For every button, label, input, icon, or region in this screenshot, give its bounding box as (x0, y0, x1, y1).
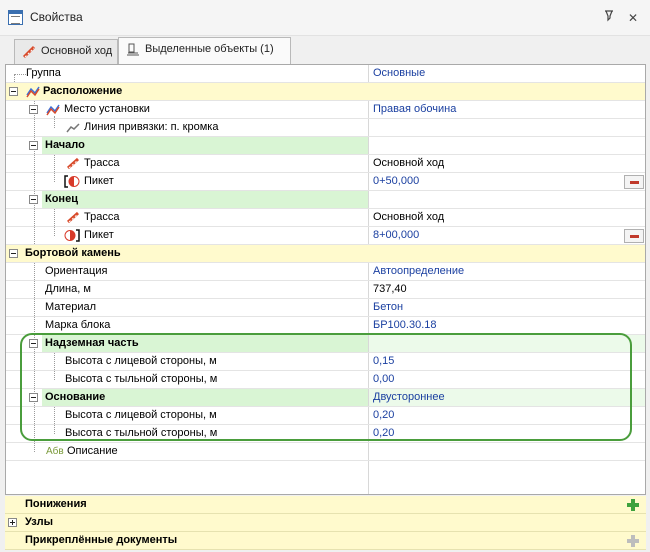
collapse-icon[interactable] (9, 87, 18, 96)
placement-icon (26, 85, 40, 98)
tab-selected-objects[interactable] (118, 37, 291, 65)
properties-window-icon (8, 10, 23, 25)
install-place-icon (46, 103, 60, 116)
collapse-icon[interactable] (29, 105, 38, 114)
property-value[interactable]: 0,00 (368, 371, 646, 388)
property-value (368, 191, 646, 208)
property-value[interactable]: Автоопределение (368, 263, 646, 280)
group-label: Конец (45, 193, 78, 205)
expand-icon[interactable] (8, 518, 17, 527)
group-start[interactable] (6, 137, 646, 155)
group-header-bg (42, 137, 368, 154)
group-label: Надземная часть (45, 337, 139, 349)
property-value[interactable] (368, 443, 646, 460)
collapse-icon[interactable] (9, 249, 18, 258)
property-value[interactable]: Правая обочина (368, 101, 646, 118)
property-value[interactable]: 0,20 (368, 425, 646, 442)
property-value[interactable]: 0,20 (368, 407, 646, 424)
property-label: Линия привязки: п. кромка (84, 121, 219, 133)
property-value[interactable]: 0,15 (368, 353, 646, 370)
property-value[interactable]: 8+00,000 (368, 227, 646, 244)
property-row-end-picket[interactable] (6, 227, 646, 245)
property-value[interactable]: Основной ход (368, 209, 646, 226)
property-row-description[interactable] (6, 443, 646, 461)
route-icon (66, 157, 80, 170)
section-attached-docs[interactable] (5, 532, 646, 550)
property-label: Трасса (84, 157, 120, 169)
property-label: Длина, м (45, 283, 91, 295)
category-label: Бортовой камень (25, 247, 121, 259)
section-label: Прикреплённые документы (25, 534, 178, 546)
property-label: Место установки (64, 103, 150, 115)
property-row-material[interactable] (6, 299, 646, 317)
picket-start-icon (64, 175, 78, 188)
group-end[interactable] (6, 191, 646, 209)
property-value[interactable]: Основной ход (368, 155, 646, 172)
group-label: Начало (45, 139, 85, 151)
text-field-icon: Абв (46, 446, 64, 457)
property-label: Пикет (84, 229, 114, 241)
collapse-icon[interactable] (29, 141, 38, 150)
picket-end-icon (64, 229, 78, 242)
property-label: Марка блока (45, 319, 111, 331)
route-icon (66, 211, 80, 224)
property-row-start-route[interactable] (6, 155, 646, 173)
property-row-end-route[interactable] (6, 209, 646, 227)
property-label: Высота с тыльной стороны, м (65, 427, 218, 439)
property-label: Пикет (84, 175, 114, 187)
property-label: Трасса (84, 211, 120, 223)
property-value[interactable]: БР100.30.18 (368, 317, 646, 334)
property-row-install-place[interactable] (6, 101, 646, 119)
binding-line-icon (66, 121, 80, 134)
selected-objects-icon (126, 43, 140, 57)
column-divider (368, 461, 369, 495)
property-row-group[interactable] (6, 65, 646, 83)
section-lowerings[interactable] (5, 496, 646, 514)
add-icon[interactable] (625, 497, 641, 513)
pick-on-plan-button[interactable] (624, 229, 644, 243)
pick-on-plan-button[interactable] (624, 175, 644, 189)
add-icon (625, 533, 641, 549)
property-label: Высота с лицевой стороны, м (65, 409, 217, 421)
group-header-bg (42, 191, 368, 208)
property-row-orientation[interactable] (6, 263, 646, 281)
property-value[interactable]: 0+50,000 (368, 173, 646, 190)
tab-main-route[interactable] (14, 39, 118, 64)
title-bar (0, 0, 650, 36)
property-label: Описание (67, 445, 118, 457)
property-value[interactable]: Основные (368, 65, 646, 82)
property-label: Высота с тыльной стороны, м (65, 373, 218, 385)
tab-strip (0, 36, 650, 64)
section-nodes[interactable] (5, 514, 646, 532)
property-value[interactable]: Двустороннее (368, 389, 646, 406)
highlight-annotation (20, 333, 632, 441)
category-curb[interactable] (6, 245, 646, 263)
property-label: Высота с лицевой стороны, м (65, 355, 217, 367)
window-title: Свойства (30, 10, 83, 24)
category-label: Расположение (43, 85, 123, 97)
property-label: Группа (26, 67, 61, 79)
pin-icon[interactable] (601, 10, 617, 26)
section-label: Понижения (25, 498, 87, 510)
property-value (368, 137, 646, 154)
property-row-start-picket[interactable] (6, 173, 646, 191)
property-row-length[interactable] (6, 281, 646, 299)
route-icon (22, 45, 36, 59)
section-label: Узлы (25, 516, 53, 528)
tab-label: Основной ход (41, 45, 113, 57)
property-value[interactable]: Бетон (368, 299, 646, 316)
property-value (368, 119, 646, 136)
property-value: 737,40 (368, 281, 646, 298)
property-row-binding-line[interactable] (6, 119, 646, 137)
close-icon[interactable]: ✕ (627, 11, 639, 25)
property-label: Материал (45, 301, 96, 313)
property-label: Ориентация (45, 265, 108, 277)
tab-label: Выделенные объекты (1) (145, 43, 274, 55)
collapse-icon[interactable] (29, 195, 38, 204)
category-placement[interactable] (6, 83, 646, 101)
group-label: Основание (45, 391, 106, 403)
